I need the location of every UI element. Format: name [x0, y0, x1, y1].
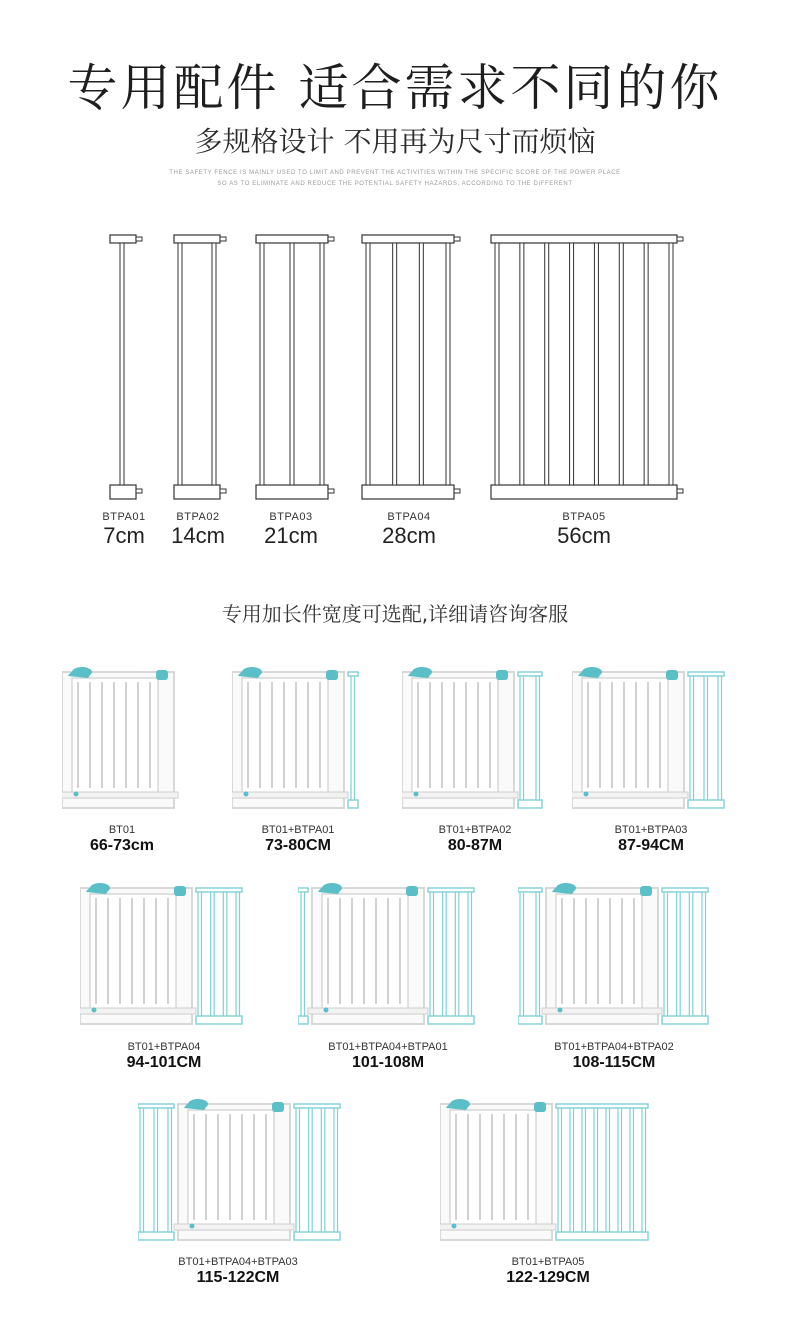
extension-bar	[558, 1108, 562, 1232]
extension-bar	[443, 892, 447, 1016]
bar	[644, 243, 648, 485]
extension-bar	[520, 676, 524, 800]
lock-cap	[242, 667, 262, 677]
extension-bar	[690, 676, 694, 800]
extension-bottom	[428, 1016, 474, 1024]
extension-size: 21cm	[264, 523, 318, 548]
extension-bar	[642, 1108, 646, 1232]
extension-bottom	[556, 1232, 648, 1240]
floor-stop	[584, 792, 589, 797]
combination-name: BT01+BTPA04	[127, 1041, 201, 1053]
extension-bar	[430, 892, 434, 1016]
gate-group	[298, 883, 474, 1024]
top-pin	[677, 237, 683, 241]
combination-range: 94-101CM	[126, 1054, 202, 1071]
bar	[212, 243, 216, 485]
lock-cap	[90, 883, 110, 893]
extension-bar	[154, 1108, 158, 1232]
combination-range: 87-94CM	[618, 837, 684, 854]
gate-base	[440, 1224, 556, 1230]
bar	[320, 243, 324, 485]
bottom-pin	[136, 489, 142, 493]
top-rail	[362, 235, 454, 243]
combination-range: 108-115CM	[572, 1054, 656, 1071]
extension-size: 28cm	[382, 523, 436, 548]
gate-base	[62, 792, 178, 798]
bar	[260, 243, 264, 485]
bar	[545, 243, 549, 485]
floor-stop	[452, 1224, 457, 1229]
gate-base	[232, 792, 348, 798]
bar	[619, 243, 623, 485]
extension-bar	[296, 1108, 300, 1232]
lock-cap	[582, 667, 602, 677]
extension-bar	[630, 1108, 634, 1232]
combination-name: BT01+BTPA03	[614, 824, 688, 836]
extension-bar	[594, 1108, 598, 1232]
bottom-rail	[491, 485, 677, 499]
gate-illustration	[232, 662, 368, 812]
page-subtitle: 多规格设计 不用再为尺寸而烦恼	[194, 125, 596, 158]
lock-cap	[556, 883, 576, 893]
combination-name: BT01+BTPA04+BTPA01	[328, 1041, 448, 1053]
floor-stop	[244, 792, 249, 797]
extension-bar	[140, 1108, 144, 1232]
latch	[640, 886, 652, 896]
gate-base	[80, 1008, 196, 1014]
latch	[496, 670, 508, 680]
bottom-rail	[362, 485, 454, 499]
bottom-pin	[677, 489, 683, 493]
top-pin	[136, 237, 142, 241]
bottom-rail	[174, 485, 220, 499]
lock-cap	[412, 667, 432, 677]
gate-illustration	[518, 878, 718, 1028]
extension-top	[662, 888, 708, 892]
latch	[174, 886, 186, 896]
extension-bar	[351, 676, 355, 800]
bar	[120, 243, 124, 485]
bottom-rail	[256, 485, 328, 499]
gate-illustration	[298, 878, 484, 1028]
extension-size: 7cm	[103, 523, 145, 548]
lock-cap	[450, 1099, 470, 1109]
combination-range: 122-129CM	[506, 1269, 590, 1286]
bar	[594, 243, 598, 485]
top-pin	[328, 237, 334, 241]
lock-cap	[322, 883, 342, 893]
extension-bottom	[298, 1016, 308, 1024]
extension-bar	[223, 892, 227, 1016]
bar	[178, 243, 182, 485]
extension-bar	[321, 1108, 325, 1232]
latch	[272, 1102, 284, 1112]
extension-btpa03	[256, 235, 334, 499]
extension-bar	[168, 1108, 172, 1232]
extension-code: BTPA04	[387, 511, 431, 523]
combination-range: 115-122CM	[196, 1269, 280, 1286]
bar	[570, 243, 574, 485]
floor-stop	[190, 1224, 195, 1229]
bottom-rail	[110, 485, 136, 499]
floor-stop	[558, 1008, 563, 1013]
floor-stop	[74, 792, 79, 797]
extension-btpa02	[174, 235, 226, 499]
latch	[534, 1102, 546, 1112]
gate-group	[440, 1099, 648, 1240]
extension-code: BTPA02	[176, 511, 220, 523]
extension-bottom	[688, 800, 724, 808]
gate-base	[572, 792, 688, 798]
lock-cap	[188, 1099, 208, 1109]
top-pin	[454, 237, 460, 241]
extension-bar	[677, 892, 681, 1016]
extension-drawings	[0, 220, 790, 510]
extension-code: BTPA03	[269, 511, 313, 523]
bar	[419, 243, 423, 485]
combination-range: 80-87M	[447, 837, 503, 854]
extension-bottom	[662, 1016, 708, 1024]
page-title: 专用配件 适合需求不同的你	[67, 59, 723, 117]
gate-group	[572, 667, 724, 808]
section-title: 专用加长件宽度可选配,详细请咨询客服	[221, 602, 569, 626]
extension-bar	[301, 892, 305, 1016]
bottom-pin	[454, 489, 460, 493]
extension-bar	[334, 1108, 338, 1232]
extension-bar	[582, 1108, 586, 1232]
extension-bottom	[518, 800, 542, 808]
extension-bar	[618, 1108, 622, 1232]
extension-btpa04	[362, 235, 460, 499]
top-rail	[256, 235, 328, 243]
extension-code: BTPA05	[562, 511, 606, 523]
combination-name: BT01+BTPA04+BTPA03	[178, 1256, 298, 1268]
extension-size: 56cm	[557, 523, 611, 548]
gate-base	[402, 792, 518, 798]
bottom-pin	[328, 489, 334, 493]
extension-bar	[536, 676, 540, 800]
combination-name: BT01+BTPA02	[438, 824, 512, 836]
combination-name: BT01+BTPA04+BTPA02	[554, 1041, 674, 1053]
extension-bar	[211, 892, 215, 1016]
extension-bar	[570, 1108, 574, 1232]
bar	[669, 243, 673, 485]
extension-bar	[520, 892, 524, 1016]
bar	[495, 243, 499, 485]
tagline-line-1: THE SAFETY FENCE IS MAINLY USED TO LIMIT AND PREVENT THE ACTIVITIES WITHIN THE SPECIFIC SCORE OF THE POWER PLACE	[169, 170, 621, 176]
extension-top	[294, 1104, 340, 1108]
top-rail	[174, 235, 220, 243]
extension-bar	[236, 892, 240, 1016]
gate-illustration	[402, 662, 552, 812]
extension-top	[428, 888, 474, 892]
bar	[290, 243, 294, 485]
combination-range: 101-108M	[351, 1054, 425, 1071]
floor-stop	[92, 1008, 97, 1013]
extension-bar	[606, 1108, 610, 1232]
gate-illustration	[80, 878, 252, 1028]
extension-bar	[536, 892, 540, 1016]
gate-illustration	[62, 662, 184, 812]
bar	[520, 243, 524, 485]
extension-bar	[689, 892, 693, 1016]
extension-btpa01	[110, 235, 142, 499]
gate-illustration	[440, 1094, 658, 1244]
extension-bar	[455, 892, 459, 1016]
gate-group	[402, 667, 542, 808]
latch	[326, 670, 338, 680]
extension-bottom	[294, 1232, 340, 1240]
extension-btpa05	[491, 235, 683, 499]
combination-name: BT01+BTPA01	[261, 824, 335, 836]
extension-size: 14cm	[171, 523, 225, 548]
extension-bar	[309, 1108, 313, 1232]
floor-stop	[324, 1008, 329, 1013]
extension-bar	[702, 892, 706, 1016]
top-rail	[491, 235, 677, 243]
gate-illustration	[138, 1094, 350, 1244]
latch	[156, 670, 168, 680]
gate-group	[80, 883, 242, 1024]
extension-bar	[198, 892, 202, 1016]
lock-cap	[72, 667, 92, 677]
bar	[366, 243, 370, 485]
extension-bottom	[196, 1016, 242, 1024]
latch	[666, 670, 678, 680]
gate-illustration	[572, 662, 734, 812]
combination-name: BT01	[108, 824, 136, 836]
top-rail	[110, 235, 136, 243]
extension-code: BTPA01	[102, 511, 146, 523]
combination-range: 73-80CM	[265, 837, 331, 854]
top-pin	[220, 237, 226, 241]
extension-top	[196, 888, 242, 892]
extension-bar	[664, 892, 668, 1016]
bar	[393, 243, 397, 485]
extension-bottom	[518, 1016, 542, 1024]
gate-group	[138, 1099, 340, 1240]
extension-bottom	[138, 1232, 174, 1240]
bottom-pin	[220, 489, 226, 493]
combination-range: 66-73cm	[89, 837, 155, 854]
extension-bar	[718, 676, 722, 800]
bar	[446, 243, 450, 485]
gate-group	[62, 667, 178, 808]
extension-bar	[704, 676, 708, 800]
gate-group	[232, 667, 358, 808]
combination-name: BT01+BTPA05	[511, 1256, 585, 1268]
extension-bottom	[348, 800, 358, 808]
gate-group	[518, 883, 708, 1024]
tagline-line-2: SO AS TO ELIMINATE AND REDUCE THE POTENTIAL SAFETY HAZARDS, ACCORDING TO THE DIFFERENT	[217, 181, 573, 187]
latch	[406, 886, 418, 896]
floor-stop	[414, 792, 419, 797]
extension-bar	[468, 892, 472, 1016]
